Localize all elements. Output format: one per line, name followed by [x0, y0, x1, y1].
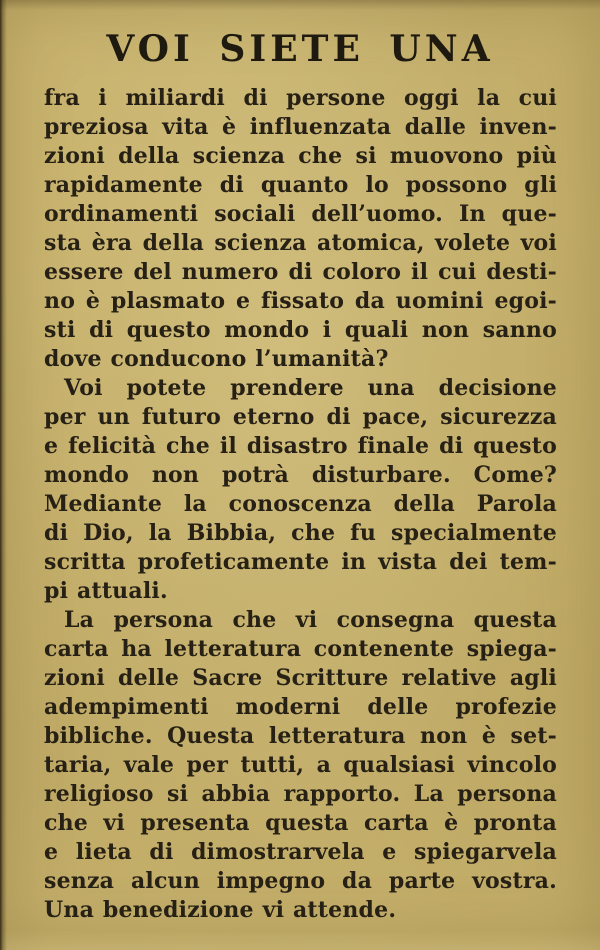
text-line: e felicità che il disastro finale di questo: [44, 433, 557, 459]
text-line: e lieta di dimostrarvela e spiegarvela: [44, 839, 557, 865]
text-line: taria, vale per tutti, a qualsiasi vincolo: [44, 752, 557, 778]
text-line: senza alcun impegno da parte vostra.: [44, 868, 557, 894]
text-line: no è plasmato e fissato da uomini egoi-: [44, 288, 557, 314]
text-line: Voi potete prendere una decisione: [64, 375, 557, 401]
text-line: religioso si abbia rapporto. La persona: [44, 781, 557, 807]
text-line: preziosa vita è influenzata dalle inven-: [44, 114, 557, 140]
page-title: VOI SIETE UNA: [106, 28, 494, 70]
text-line: bibliche. Questa letteratura non è set-: [44, 723, 557, 749]
text-line: fra i miliardi di persone oggi la cui: [44, 85, 557, 111]
text-line: mondo non potrà disturbare. Come?: [44, 462, 557, 488]
text-line: adempimenti moderni delle profezie: [44, 694, 557, 720]
paragraph-2: [44, 374, 557, 606]
text-line: per un futuro eterno di pace, sicurezza: [44, 404, 557, 430]
text-line: essere del numero di coloro il cui desti-: [44, 259, 557, 285]
paragraph-1: [44, 84, 557, 374]
text-line: La persona che vi consegna questa: [64, 607, 557, 633]
text-line: ordinamenti sociali dell’uomo. In que-: [44, 201, 557, 227]
text-line: che vi presenta questa carta è pronta: [44, 810, 557, 836]
text-line: sti di questo mondo i quali non sanno: [44, 317, 557, 343]
text-line: dove conducono l’umanità?: [44, 346, 389, 372]
text-line: zioni della scienza che si muovono più: [44, 143, 557, 169]
body-text: [0, 84, 600, 925]
text-line: pi attuali.: [44, 578, 168, 604]
text-line: zioni delle Sacre Scritture relative agli: [44, 665, 557, 691]
text-line: scritta profeticamente in vista dei tem-: [44, 549, 557, 575]
text-line: rapidamente di quanto lo possono gli: [44, 172, 557, 198]
text-line: di Dio, la Bibbia, che fu specialmente: [44, 520, 557, 546]
text-line: Una benedizione vi attende.: [44, 897, 397, 923]
paragraph-3: [44, 606, 557, 925]
text-line: carta ha letteratura contenente spiega-: [44, 636, 557, 662]
text-line: sta èra della scienza atomica, volete voi: [44, 230, 557, 256]
text-line: Mediante la conoscenza della Parola: [44, 491, 557, 517]
